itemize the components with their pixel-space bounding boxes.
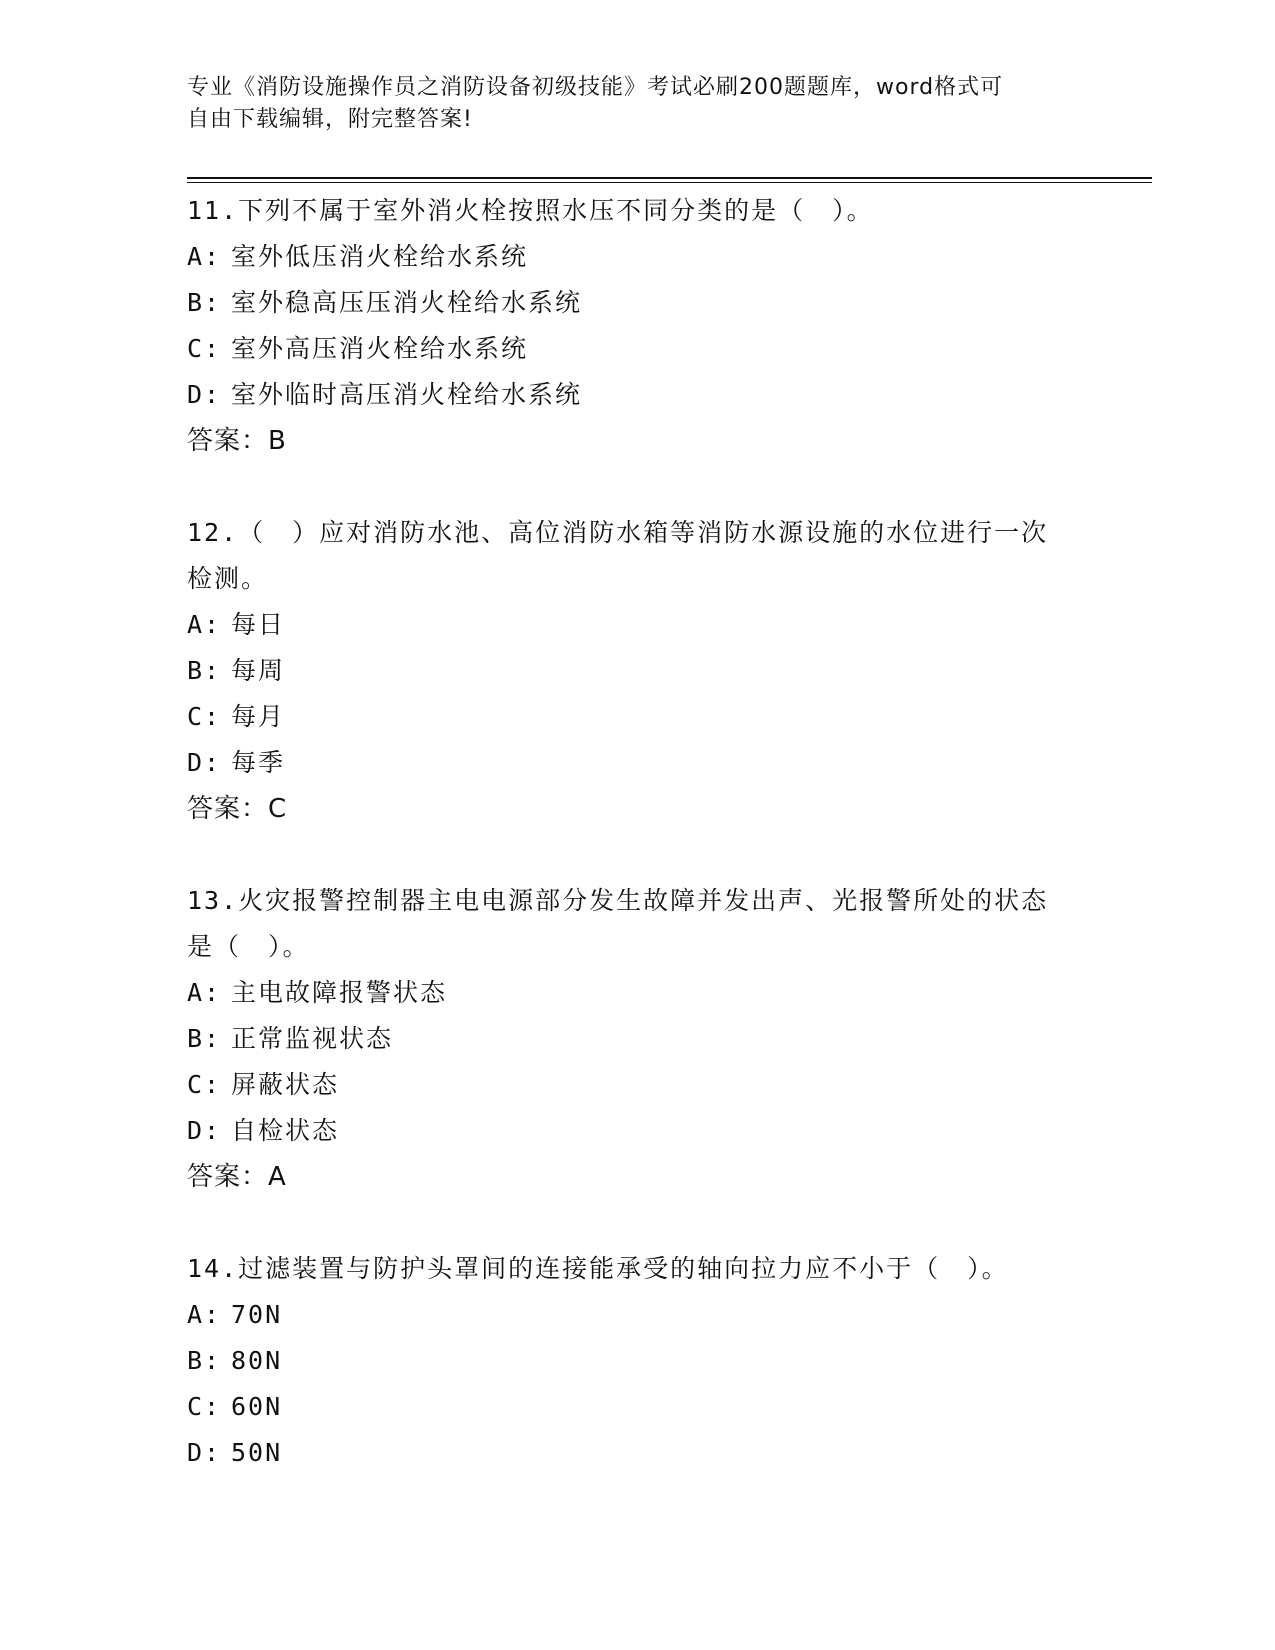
answer-line: 答案：B	[187, 426, 287, 456]
question-11	[187, 188, 1087, 464]
option-label: B:	[187, 288, 222, 317]
option-label: B:	[187, 1346, 222, 1375]
option-d	[187, 740, 1087, 786]
option-text: 室外高压消火栓给水系统	[231, 334, 529, 363]
option-text: 每季	[231, 748, 286, 777]
option-text: 主电故障报警状态	[231, 978, 448, 1007]
option-label: C:	[187, 1070, 222, 1099]
option-label: A:	[187, 978, 222, 1007]
option-label: D:	[187, 1438, 222, 1467]
question-text: 12.（ ）应对消防水池、高位消防水箱等消防水源设施的水位进行一次检测。	[187, 518, 1049, 593]
option-label: C:	[187, 334, 222, 363]
option-b	[187, 1338, 1087, 1384]
option-d	[187, 1108, 1087, 1154]
option-text: 每周	[231, 656, 286, 685]
header-line-1: 专业《消防设施操作员之消防设备初级技能》考试必刷200题题库，word格式可	[187, 75, 1004, 100]
option-text: 50N	[231, 1438, 283, 1467]
header-divider-thin	[187, 182, 1152, 183]
option-label: D:	[187, 380, 222, 409]
option-label: A:	[187, 610, 222, 639]
option-text: 室外稳高压压消火栓给水系统	[231, 288, 583, 317]
header-line-2: 自由下载编辑，附完整答案!	[187, 107, 473, 132]
question-text: 13.火灾报警控制器主电电源部分发生故障并发出声、光报警所处的状态是（ ）。	[187, 886, 1049, 961]
question-13	[187, 878, 1087, 1200]
option-text: 室外低压消火栓给水系统	[231, 242, 529, 271]
document-header	[187, 72, 1067, 136]
question-list	[187, 188, 1087, 1522]
option-label: A:	[187, 242, 222, 271]
option-label: D:	[187, 748, 222, 777]
option-label: D:	[187, 1116, 222, 1145]
option-a	[187, 970, 1087, 1016]
option-label: B:	[187, 656, 222, 685]
option-b	[187, 280, 1087, 326]
option-text: 80N	[231, 1346, 283, 1375]
option-text: 自检状态	[231, 1116, 340, 1145]
option-text: 每日	[231, 610, 286, 639]
question-text: 14.过滤装置与防护头罩间的连接能承受的轴向拉力应不小于（ ）。	[187, 1254, 1009, 1283]
option-b	[187, 1016, 1087, 1062]
option-label: C:	[187, 702, 222, 731]
option-d	[187, 372, 1087, 418]
option-label: A:	[187, 1300, 222, 1329]
option-c	[187, 694, 1087, 740]
option-a	[187, 1292, 1087, 1338]
option-label: B:	[187, 1024, 222, 1053]
question-12	[187, 510, 1087, 832]
question-14	[187, 1246, 1087, 1476]
option-c	[187, 1384, 1087, 1430]
option-text: 屏蔽状态	[231, 1070, 340, 1099]
option-a	[187, 234, 1087, 280]
option-c	[187, 326, 1087, 372]
option-b	[187, 648, 1087, 694]
question-text: 11.下列不属于室外消火栓按照水压不同分类的是（ ）。	[187, 196, 874, 225]
option-a	[187, 602, 1087, 648]
option-text: 每月	[231, 702, 286, 731]
option-text: 室外临时高压消火栓给水系统	[231, 380, 583, 409]
option-d	[187, 1430, 1087, 1476]
option-text: 正常监视状态	[231, 1024, 394, 1053]
option-text: 70N	[231, 1300, 283, 1329]
option-c	[187, 1062, 1087, 1108]
option-text: 60N	[231, 1392, 283, 1421]
option-label: C:	[187, 1392, 222, 1421]
header-divider-thick	[187, 177, 1152, 179]
answer-line: 答案：C	[187, 794, 288, 824]
answer-line: 答案：A	[187, 1162, 287, 1192]
